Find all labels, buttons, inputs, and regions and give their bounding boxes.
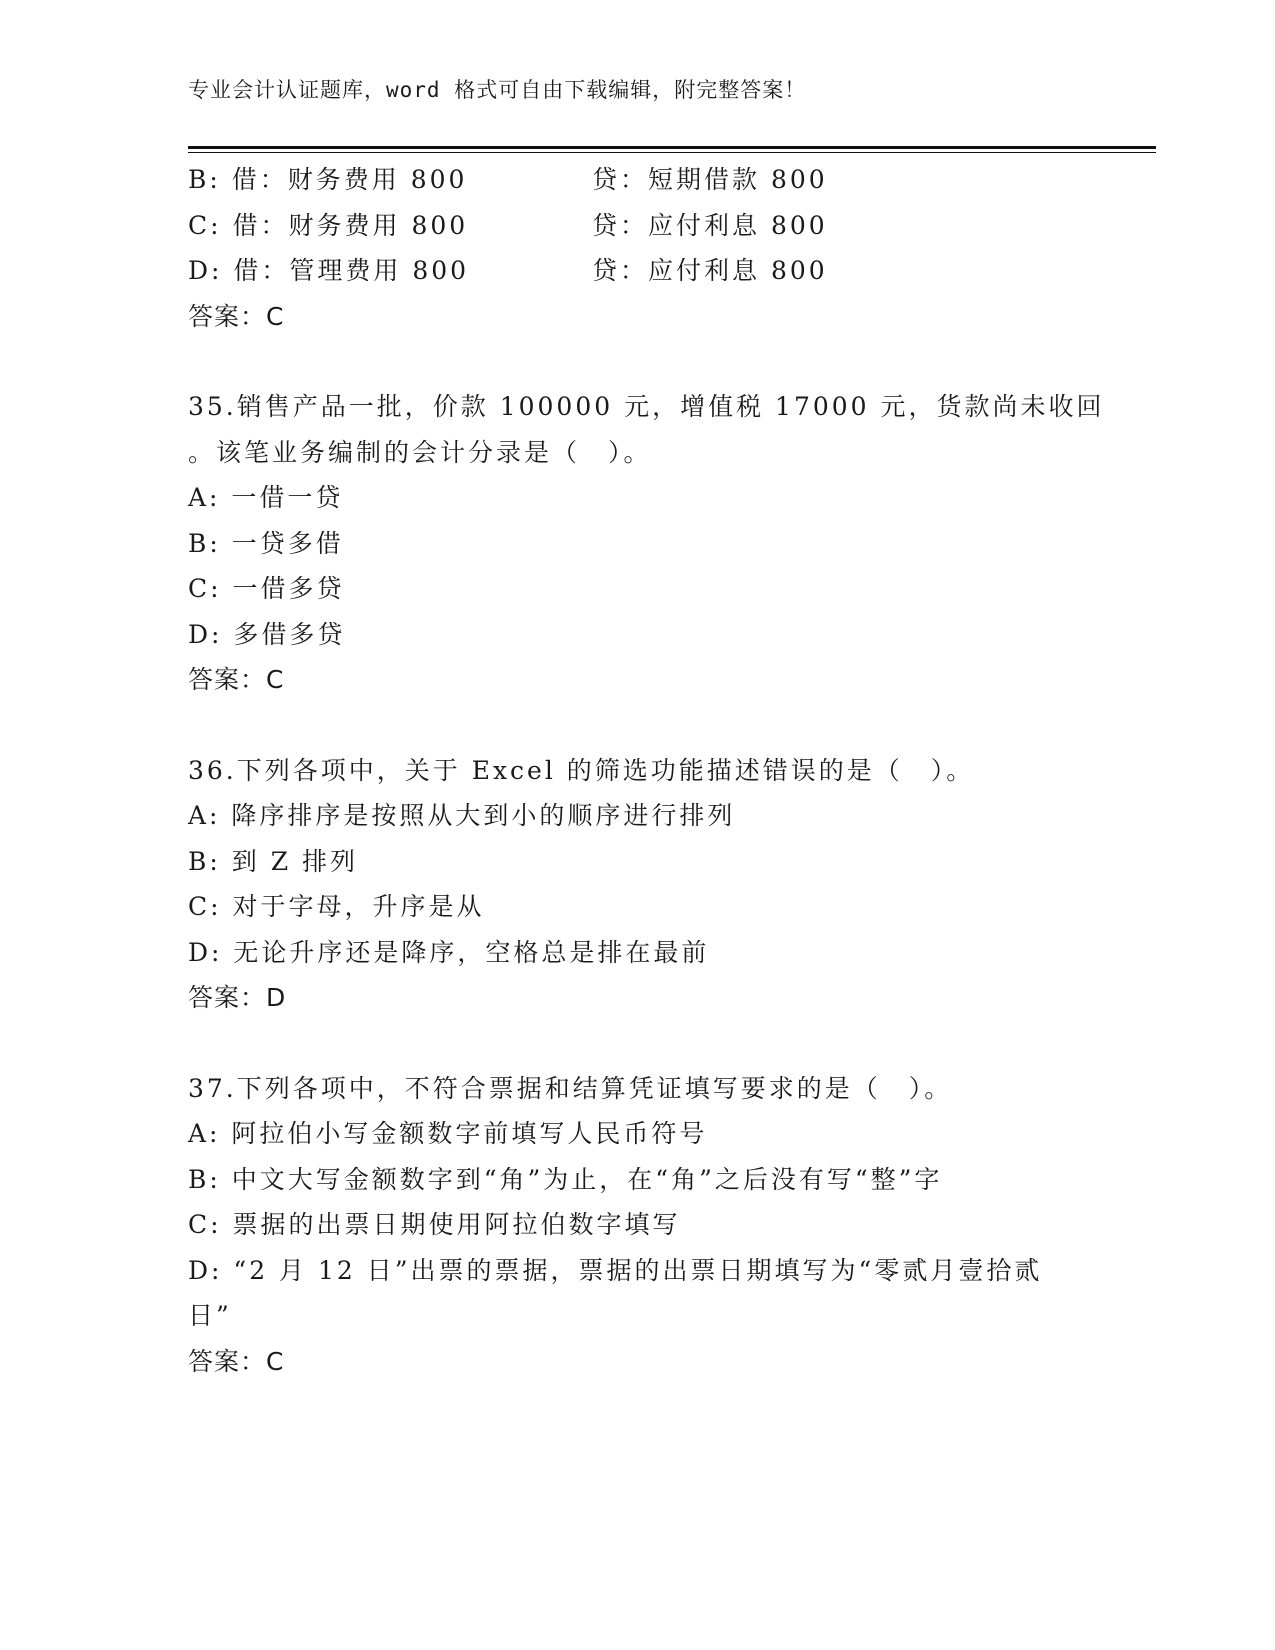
question-content xyxy=(188,157,1105,1384)
option-a: A: 阿拉伯小写金额数字前填写人民币符号 xyxy=(188,1119,708,1148)
option-b: B: 一贷多借 xyxy=(188,528,344,558)
question-stem: 36.下列各项中，关于 Excel 的筛选功能描述错误的是（ ）。 xyxy=(188,755,975,785)
option-d: D: 无论升序还是降序，空格总是排在最前 xyxy=(188,937,710,967)
question-stem-continued: 。该笔业务编制的会计分录是（ ）。 xyxy=(188,437,652,467)
option-d-continued: 日” xyxy=(188,1301,232,1330)
spacer xyxy=(188,1021,1088,1066)
question-stem: 35.销售产品一批，价款 100000 元，增值税 17000 元，货款尚未收回 xyxy=(188,392,1105,421)
option-c: C: 票据的出票日期使用阿拉伯数字填写 xyxy=(188,1210,681,1239)
option-credit: 贷：应付利息 800 xyxy=(592,210,828,240)
option-b: B: 到 Z 排列 xyxy=(188,846,359,876)
page-header: 专业会计认证题库，word 格式可自由下载编辑，附完整答案！ xyxy=(188,78,807,102)
option-d: D: “2 月 12 日”出票的票据，票据的出票日期填写为“零贰月壹拾贰 xyxy=(188,1255,1043,1285)
question-37 xyxy=(188,1066,1088,1385)
option-d: D: 多借多贷 xyxy=(188,619,346,649)
option-credit: 贷：应付利息 800 xyxy=(592,256,828,285)
spacer xyxy=(188,703,1088,748)
question-stem: 37.下列各项中，不符合票据和结算凭证填写要求的是（ ）。 xyxy=(188,1073,953,1103)
answer: 答案：C xyxy=(188,301,285,331)
option-debit: C: 借：财务费用 800 xyxy=(188,210,469,240)
option-c: C: 一借多贷 xyxy=(188,574,345,603)
answer: 答案：C xyxy=(188,665,285,694)
option-debit: B: 借：财务费用 800 xyxy=(188,165,468,194)
answer: 答案：C xyxy=(188,1346,285,1376)
option-debit: D: 借：管理费用 800 xyxy=(188,256,470,285)
option-a: A: 降序排序是按照从大到小的顺序进行排列 xyxy=(188,801,736,830)
option-c: C: 对于字母，升序是从 xyxy=(188,892,485,921)
option-b: B: 中文大写金额数字到“角”为止，在“角”之后没有写“整”字 xyxy=(188,1164,943,1194)
question-36 xyxy=(188,748,1088,1021)
option-credit: 贷：短期借款 800 xyxy=(592,165,828,194)
spacer xyxy=(188,339,1088,384)
answer: 答案：D xyxy=(188,983,287,1012)
option-d xyxy=(188,248,1088,294)
option-c xyxy=(188,203,1088,249)
header-rule-thick xyxy=(188,146,1156,149)
question-35 xyxy=(188,384,1105,703)
header-rule-thin xyxy=(188,152,1156,153)
question-34-tail xyxy=(188,157,1088,339)
option-b xyxy=(188,157,1088,203)
option-a: A: 一借一贷 xyxy=(188,483,344,512)
